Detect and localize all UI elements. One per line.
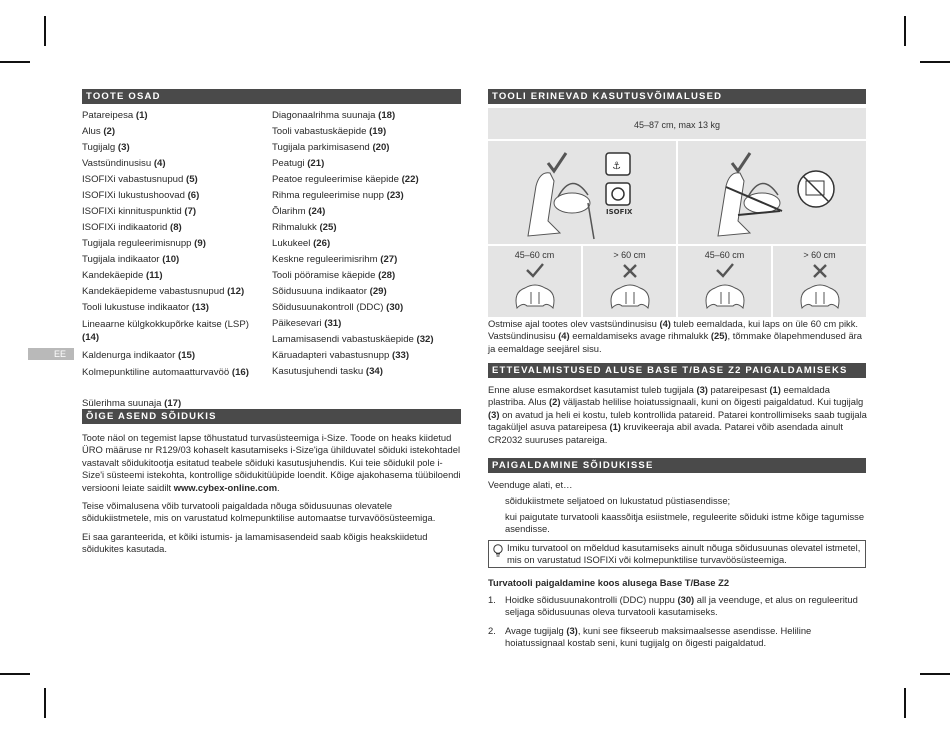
crop-mark <box>920 673 950 675</box>
position-paragraph-3: Ei saa garanteerida, et kõiki istumis- ja lamamisasendeid saab kõigis heakskiidetud sõidukites kasutada. <box>82 530 428 555</box>
isofix-symbol: ⚓ <box>612 161 621 172</box>
position-heading: ÕIGE ASEND SÕIDUKIS <box>82 409 461 424</box>
install-subheading: Turvatooli paigaldamine koos alusega Base T/Base Z2 <box>488 577 730 588</box>
part-item: Tugijala reguleerimisnupp (9) <box>82 238 206 249</box>
part-item: Sülerihma suunaja (17) <box>82 398 182 409</box>
part-item: ISOFIXi lukustushoovad (6) <box>82 190 200 201</box>
height-cell <box>773 246 866 317</box>
install-step-2: 2. Avage tugijalg (3), kuni see fikseerub maksimaalsesse asendisse. Heliline hoiatussignaal kostab seni, kuni tugijalg on õigesti paigaldatud. <box>488 624 812 649</box>
cross-icon <box>600 262 660 312</box>
parts-heading: TOOTE OSAD <box>82 89 461 104</box>
size-range-cell: 45–87 cm, max 13 kg <box>488 108 866 139</box>
part-item: Sõidusuunakontroll (DDC) (30) <box>272 302 404 313</box>
language-tab: EE <box>28 348 74 360</box>
height-label: 45–60 cm <box>514 250 555 260</box>
part-item: Peatoe reguleerimise käepide (22) <box>272 174 419 185</box>
part-item: Rihmalukk (25) <box>272 222 337 233</box>
crop-mark <box>44 688 46 718</box>
part-item: Päikesevari (31) <box>272 318 342 329</box>
part-item: Kasutusjuhendi tasku (34) <box>272 366 383 377</box>
crop-mark <box>44 16 46 46</box>
part-item: ISOFIXi vabastusnupud (5) <box>82 174 198 185</box>
part-item: Keskne reguleerimisrihm (27) <box>272 254 398 265</box>
part-item: Tooli lukustuse indikaator (13) <box>82 302 209 313</box>
installation-intro: Veenduge alati, et… <box>488 479 573 490</box>
checkmark-icon <box>505 262 565 312</box>
height-cell <box>678 246 771 317</box>
uses-table <box>488 108 866 317</box>
part-item: ISOFIXi indikaatorid (8) <box>82 222 182 233</box>
part-item: Alus (2) <box>82 126 116 137</box>
crop-mark <box>0 673 30 675</box>
position-paragraph-1: Toote näol on tegemist lapse tõhustatud turvasüsteemiga i-Size. Toode on heaks kiidetud ÜRO määruse nr R129/03 kohaselt kasutamiseks i-Size'iga ühilduvatel sõiduki istekohtadel vastavalt sõidukitootja esitatud teabele sõiduki kasutusjuhendis. Kui teie sõidukil pole i-Size'i süsteemi istekohta, kontrollige sõidukitüüpide loendit. Kõige ajakohasema tüübiloendi versiooni leiate saidilt www.cybex-online.com. <box>82 432 461 493</box>
part-item: Rihma reguleerimise nupp (23) <box>272 190 404 201</box>
part-item: Diagonaalrihma suunaja (18) <box>272 110 396 121</box>
preparation-heading: ETTEVALMISTUSED ALUSE BASE T/BASE Z2 PAIGALDAMISEKS <box>488 363 866 378</box>
part-item: Tugijala parkimisasend (20) <box>272 142 390 153</box>
cross-icon <box>790 262 850 312</box>
height-label: 45–60 cm <box>704 250 745 260</box>
part-item: Tooli pööramise käepide (28) <box>272 270 396 281</box>
position-paragraph-2: Teise võimalusena võib turvatooli paigaldada nõuga sõidusuunas olevatele sõidukiistmetele, mis on varustatud kolmepunktilise automaatse turvavöösüsteemiga. <box>82 500 436 524</box>
install-steps <box>488 594 866 656</box>
belt-install-illustration <box>678 141 866 244</box>
website-link[interactable]: www.cybex-online.com <box>173 481 278 493</box>
preparation-text: Enne aluse esmakordset kasutamist tuleb tugijala (3) patareipesast (1) eemaldada plastriba. Alus (2) väljastab helilise hoiatussignaali, kuni on õigesti paigaldatud. Kui tugijalg (3) on avatud ja heli ei kostu, tuleb kontrollida patareid. Patarei kontrollimiseks saab tugijala tagaküljel asuva patareipesa (1) kruvikeeraja abil avada. Patarei võib asendada ainult CR2032 suuruses patareiga. <box>488 384 867 445</box>
part-item: Kandekäepide (11) <box>82 270 163 281</box>
part-item: Peatugi (21) <box>272 158 325 169</box>
part-item: Lamamisasendi vabastuskäepide (32) <box>272 334 434 345</box>
parts-list-col1 <box>82 108 267 412</box>
part-item: Tugijala indikaator (10) <box>82 254 180 265</box>
info-note-text: Imiku turvatool on mõeldud kasutamiseks ainult nõuga sõidusuunas olevatel istmetel, mis on varustatud ISOFIXi või kolmepunktilise turvavöösüsteemiga. <box>507 542 861 566</box>
height-label: > 60 cm <box>803 250 836 260</box>
part-item: Käruadapteri vabastusnupp (33) <box>272 350 410 361</box>
position-text <box>82 432 463 562</box>
isofix-label: ISOFIX <box>606 208 633 216</box>
installation-heading: PAIGALDAMINE SÕIDUKISSE <box>488 458 866 473</box>
height-cell <box>488 246 581 317</box>
part-item: Lineaarne külgkokkupõrke kaitse (LSP) (14) <box>82 319 249 343</box>
installation-bullet-2: kui paigutate turvatooli kaassõitja esiistmele, reguleerite sõiduki istme kõige tagumisse asendisse. <box>505 511 865 535</box>
height-label: > 60 cm <box>613 250 646 260</box>
parts-list-col2 <box>272 108 462 380</box>
part-item: Tooli vabastuskäepide (19) <box>272 126 387 137</box>
lightbulb-icon <box>492 544 504 558</box>
part-item: Vastsündinusisu (4) <box>82 158 166 169</box>
part-item: Kaldenurga indikaator (15) <box>82 350 196 361</box>
part-item: ISOFIXi kinnituspunktid (7) <box>82 206 197 217</box>
installation-bullet-1: sõidukiistmete seljatoed on lukustatud püstiasendisse; <box>505 495 731 506</box>
part-item: Kolmepunktiline automaatturvavöö (16) <box>82 367 249 378</box>
car-seat-isofix-icon <box>488 141 676 244</box>
height-cell <box>583 246 676 317</box>
part-item: Tugijalg (3) <box>82 142 130 153</box>
checkmark-icon <box>695 262 755 312</box>
part-item: Sõidusuuna indikaator (29) <box>272 286 387 297</box>
uses-heading: TOOLI ERINEVAD KASUTUSVÕIMALUSED <box>488 89 866 104</box>
isofix-install-illustration <box>488 141 676 244</box>
crop-mark <box>0 61 30 63</box>
crop-mark <box>920 61 950 63</box>
part-item: Patareipesa (1) <box>82 110 148 121</box>
part-item: Lukukeel (26) <box>272 238 331 249</box>
crop-mark <box>904 16 906 46</box>
crop-mark <box>904 688 906 718</box>
car-seat-belt-icon <box>678 141 866 244</box>
uses-note: Ostmise ajal tootes olev vastsündinusisu (4) tuleb eemaldada, kui laps on üle 60 cm pikk. Vastsündinusisu (4) eemaldamiseks avage rihmalukk (25), tõmmake õlapehmendused ära ja eemaldage seejärel sisu. <box>488 318 863 354</box>
part-item: Õlarihm (24) <box>272 206 326 217</box>
info-note <box>488 540 866 568</box>
part-item: Kandekäepideme vabastusnupud (12) <box>82 286 245 297</box>
install-step-1: 1. Hoidke sõidusuunakontrolli (DDC) nuppu (30) all ja veenduge, et alus on reguleeritud seljaga sõidusuunas oleva turvatooli kasutamiseks. <box>488 594 858 618</box>
